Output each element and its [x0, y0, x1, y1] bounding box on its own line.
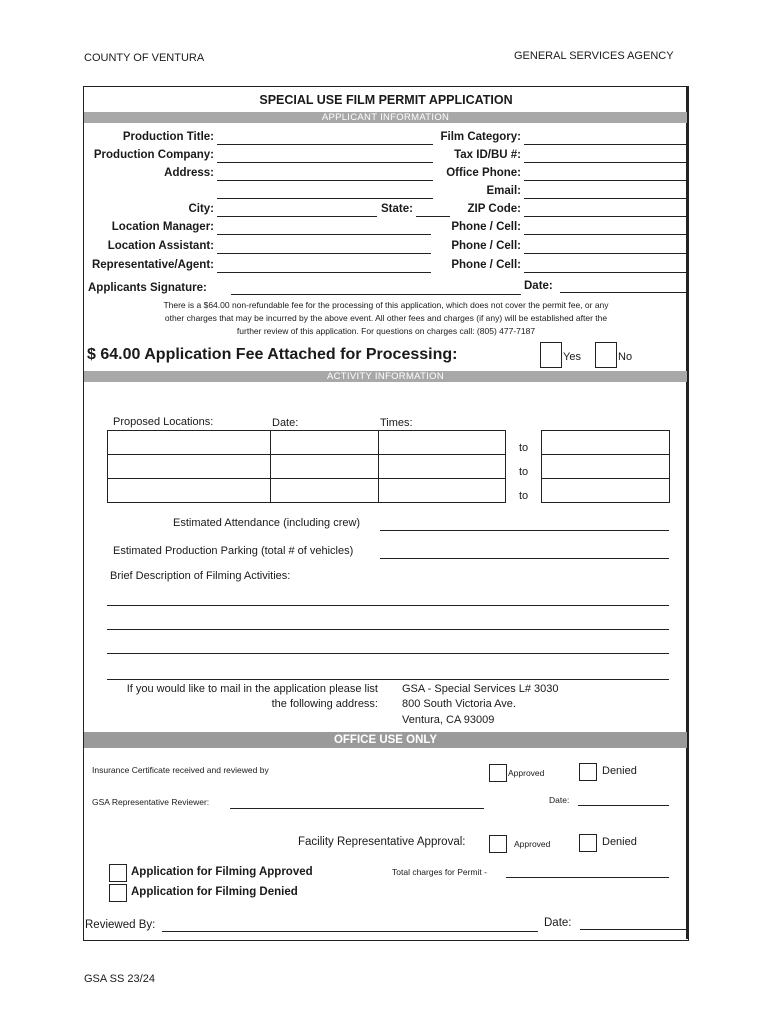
- insurance-approved-label: Approved: [508, 768, 545, 778]
- facility-approved-checkbox[interactable]: [489, 835, 507, 853]
- total-charges-field[interactable]: [506, 877, 669, 878]
- description-line-4[interactable]: [107, 679, 669, 680]
- representative-label: Representative/Agent:: [91, 259, 214, 271]
- activity-section-bar: ACTIVITY INFORMATION: [84, 371, 687, 382]
- time-end-table: [541, 430, 670, 503]
- time-end-cell[interactable]: [542, 455, 670, 479]
- production-company-label: Production Company:: [93, 149, 214, 161]
- yes-checkbox[interactable]: [540, 342, 562, 368]
- email-field[interactable]: [524, 198, 686, 199]
- no-label: No: [618, 351, 633, 363]
- parking-label: Estimated Production Parking (total # of vehicles): [113, 545, 354, 557]
- signature-date-field[interactable]: [560, 292, 686, 293]
- insurance-label: Insurance Certificate received and reviewed by: [92, 765, 269, 775]
- date-cell[interactable]: [271, 479, 379, 503]
- locations-table: [107, 430, 506, 503]
- mail-address-line-3: Ventura, CA 93009: [402, 714, 495, 726]
- zip-label: ZIP Code:: [467, 203, 521, 215]
- office-phone-label: Office Phone:: [446, 167, 521, 179]
- reviewed-date-label: Date:: [544, 917, 572, 929]
- address-label: Address:: [164, 167, 214, 179]
- facility-label: Facility Representative Approval:: [298, 836, 466, 848]
- county-name: COUNTY OF VENTURA: [84, 52, 205, 64]
- fee-notice-line-2: other charges that may be incurred by the above event. All other fees and charges (if any) will be established after the: [164, 313, 608, 323]
- total-charges-label: Total charges for Permit -: [392, 867, 487, 877]
- to-label-1: to: [519, 442, 529, 454]
- to-label-2: to: [519, 466, 529, 478]
- city-field[interactable]: [217, 216, 377, 217]
- signature-date-label: Date:: [524, 280, 553, 292]
- tax-id-field[interactable]: [524, 162, 686, 163]
- phone-cell-field-1[interactable]: [524, 234, 686, 235]
- film-category-field[interactable]: [524, 144, 686, 145]
- phone-cell-field-3[interactable]: [524, 272, 686, 273]
- phone-cell-label-1: Phone / Cell:: [451, 221, 521, 233]
- office-phone-field[interactable]: [524, 180, 686, 181]
- description-line-2[interactable]: [107, 629, 669, 630]
- location-manager-field[interactable]: [217, 234, 431, 235]
- reviewed-by-field[interactable]: [162, 931, 538, 932]
- mail-text-line-2: the following address:: [271, 698, 378, 710]
- filming-denied-checkbox[interactable]: [109, 884, 127, 902]
- date-column-label: Date:: [272, 417, 299, 429]
- address-field[interactable]: [217, 180, 433, 181]
- date-cell[interactable]: [271, 431, 379, 455]
- mail-address-line-1: GSA - Special Services L# 3030: [402, 683, 559, 695]
- description-label: Brief Description of Filming Activities:: [110, 570, 291, 582]
- facility-denied-label: Denied: [602, 836, 637, 848]
- form-number: GSA SS 23/24: [84, 973, 155, 985]
- mail-address-line-2: 800 South Victoria Ave.: [402, 698, 516, 710]
- zip-field[interactable]: [524, 216, 686, 217]
- no-checkbox[interactable]: [595, 342, 617, 368]
- time-start-cell[interactable]: [379, 455, 506, 479]
- fee-heading: $ 64.00 Application Fee Attached for Processing:: [87, 346, 458, 363]
- production-title-field[interactable]: [217, 144, 433, 145]
- attendance-label: Estimated Attendance (including crew): [173, 517, 361, 529]
- description-line-3[interactable]: [107, 653, 669, 654]
- description-line-1[interactable]: [107, 605, 669, 606]
- time-end-cell[interactable]: [542, 431, 670, 455]
- gsa-date-label: Date:: [549, 795, 570, 805]
- filming-approved-checkbox[interactable]: [109, 864, 127, 882]
- gsa-reviewer-field[interactable]: [230, 808, 484, 809]
- representative-field[interactable]: [217, 272, 431, 273]
- location-manager-label: Location Manager:: [111, 221, 214, 233]
- city-label: City:: [188, 203, 214, 215]
- time-start-cell[interactable]: [379, 431, 506, 455]
- film-category-label: Film Category:: [440, 131, 521, 143]
- email-label: Email:: [486, 185, 521, 197]
- form-border-right: [686, 86, 688, 939]
- mail-text-line-1: If you would like to mail in the application please list: [126, 683, 378, 695]
- location-cell[interactable]: [108, 431, 271, 455]
- gsa-date-field[interactable]: [578, 805, 669, 806]
- parking-field[interactable]: [380, 558, 669, 559]
- insurance-approved-checkbox[interactable]: [489, 764, 507, 782]
- fee-notice-line-1: There is a $64.00 non-refundable fee for the processing of this application, which does not cover the permit fee, or any: [163, 300, 609, 310]
- form-title: SPECIAL USE FILM PERMIT APPLICATION: [259, 93, 513, 107]
- attendance-field[interactable]: [380, 530, 669, 531]
- production-title-label: Production Title:: [122, 131, 214, 143]
- location-assistant-label: Location Assistant:: [107, 240, 214, 252]
- signature-field[interactable]: [231, 294, 521, 295]
- agency-name: GENERAL SERVICES AGENCY: [514, 50, 674, 62]
- filming-denied-label: Application for Filming Denied: [131, 886, 298, 898]
- time-start-cell[interactable]: [379, 479, 506, 503]
- facility-approved-label: Approved: [514, 839, 551, 849]
- phone-cell-label-3: Phone / Cell:: [451, 259, 521, 271]
- address-field-2[interactable]: [217, 198, 433, 199]
- location-cell[interactable]: [108, 455, 271, 479]
- insurance-denied-label: Denied: [602, 765, 637, 777]
- tax-id-label: Tax ID/BU #:: [454, 149, 521, 161]
- office-use-bar: OFFICE USE ONLY: [84, 732, 687, 748]
- phone-cell-field-2[interactable]: [524, 253, 686, 254]
- yes-label: Yes: [563, 351, 581, 363]
- date-cell[interactable]: [271, 455, 379, 479]
- state-field[interactable]: [416, 216, 450, 217]
- state-label: State:: [381, 203, 413, 215]
- proposed-locations-label: Proposed Locations:: [113, 416, 214, 428]
- insurance-denied-checkbox[interactable]: [579, 763, 597, 781]
- reviewed-by-label: Reviewed By:: [85, 919, 156, 931]
- times-column-label: Times:: [380, 417, 413, 429]
- time-end-cell[interactable]: [542, 479, 670, 503]
- reviewed-date-field[interactable]: [580, 929, 686, 930]
- fee-notice-line-3: further review of this application. For questions on charges call: (805) 477-7187: [236, 326, 536, 336]
- phone-cell-label-2: Phone / Cell:: [451, 240, 521, 252]
- facility-denied-checkbox[interactable]: [579, 834, 597, 852]
- signature-label: Applicants Signature:: [88, 282, 207, 294]
- filming-approved-label: Application for Filming Approved: [131, 866, 313, 878]
- location-cell[interactable]: [108, 479, 271, 503]
- applicant-section-bar: APPLICANT INFORMATION: [84, 112, 687, 123]
- location-assistant-field[interactable]: [217, 253, 431, 254]
- to-label-3: to: [519, 490, 529, 502]
- gsa-reviewer-label: GSA Representative Reviewer:: [92, 797, 210, 807]
- production-company-field[interactable]: [217, 162, 433, 163]
